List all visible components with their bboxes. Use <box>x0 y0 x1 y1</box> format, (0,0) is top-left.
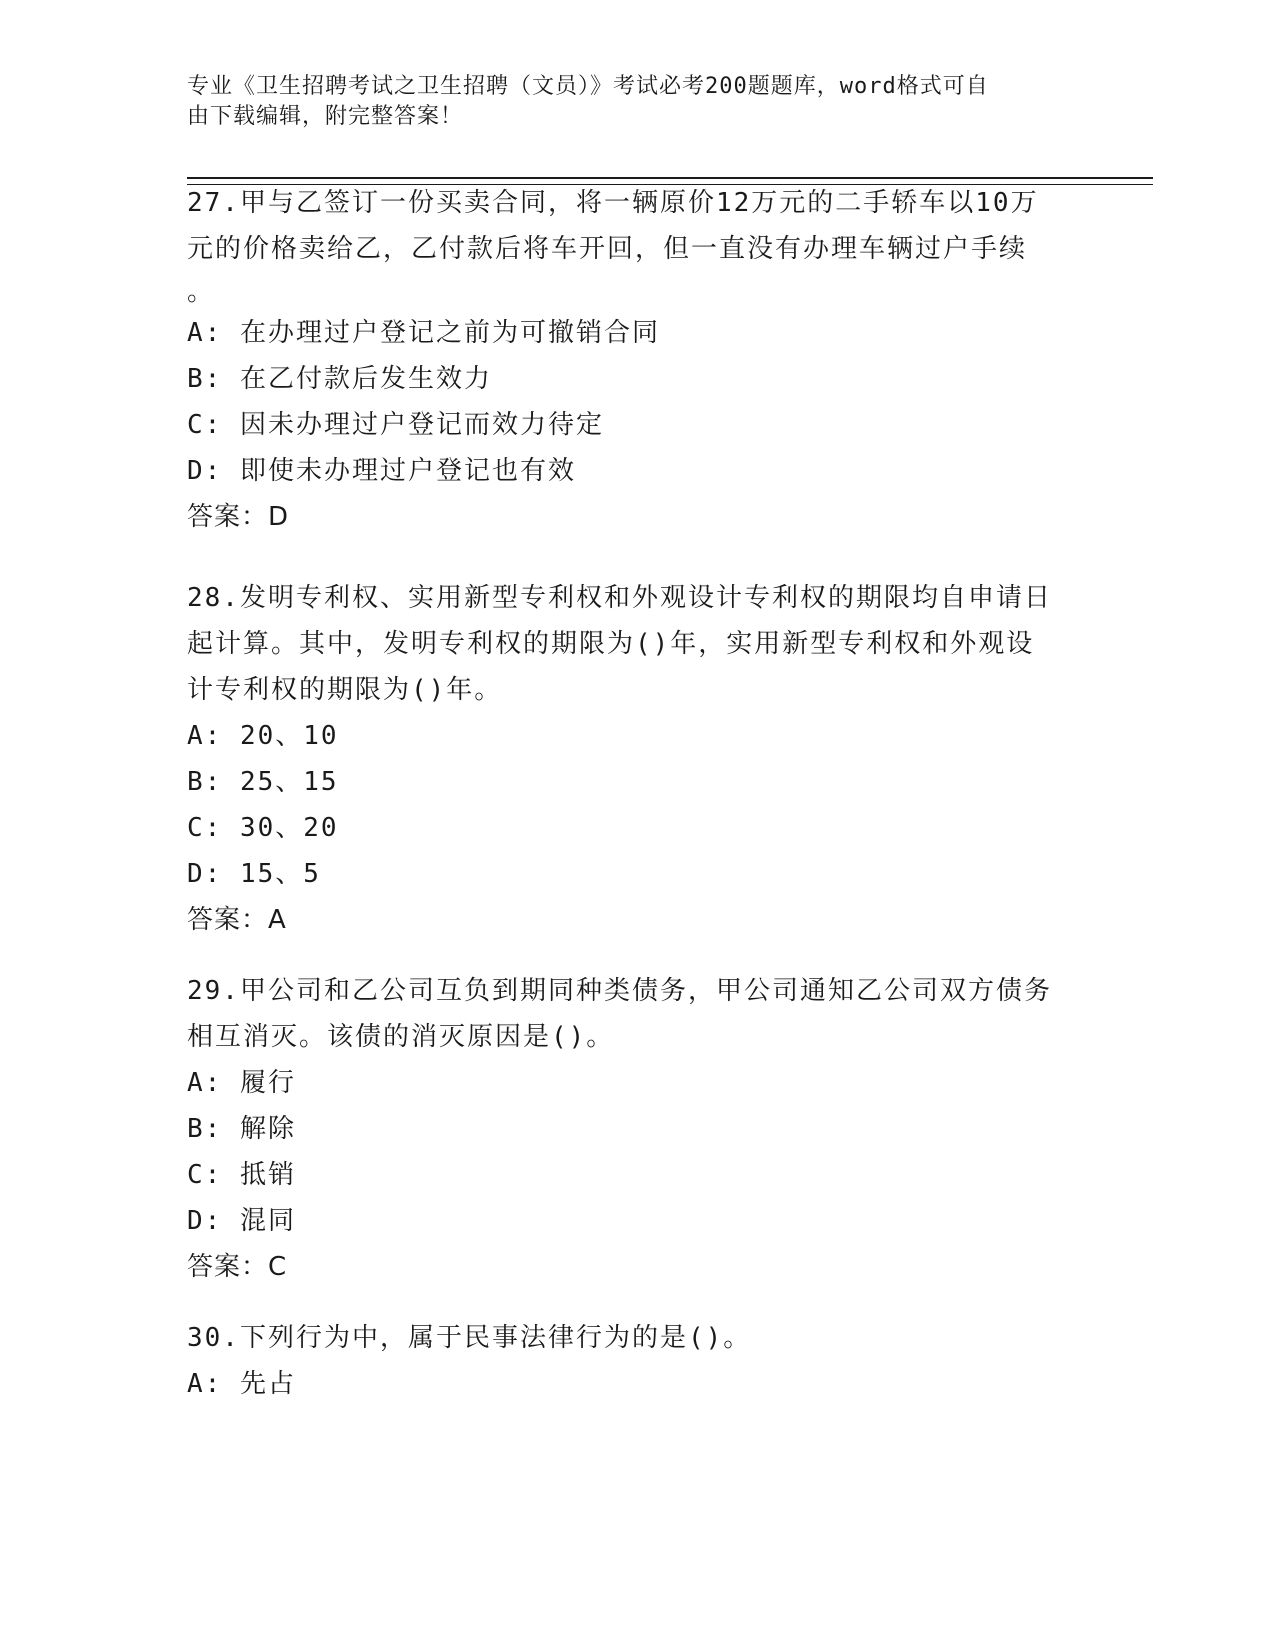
question-28 <box>187 575 1057 943</box>
option-d: D: 混同 <box>187 1206 296 1236</box>
question-stem-line: 元的价格卖给乙，乙付款后将车开回，但一直没有办理车辆过户手续 <box>187 234 1028 264</box>
question-stem-line: 。 <box>187 277 216 307</box>
option-c: C: 30、20 <box>187 813 339 843</box>
option-b: B: 在乙付款后发生效力 <box>187 364 492 394</box>
question-stem-line: 起计算。其中，发明专利权的期限为()年，实用新型专利权和外观设 <box>187 629 1035 659</box>
question-29 <box>187 968 1057 1290</box>
option-b: B: 25、15 <box>187 767 339 797</box>
option-b: B: 解除 <box>187 1114 296 1144</box>
question-stem-line: 30.下列行为中，属于民事法律行为的是()。 <box>187 1323 752 1353</box>
option-d: D: 15、5 <box>187 859 321 889</box>
question-stem-line: 27.甲与乙签订一份买卖合同，将一辆原价12万元的二手轿车以10万 <box>187 188 1039 218</box>
option-a: A: 先占 <box>187 1369 296 1399</box>
question-stem-line: 28.发明专利权、实用新型专利权和外观设计专利权的期限均自申请日 <box>187 583 1052 613</box>
option-d: D: 即使未办理过户登记也有效 <box>187 456 576 486</box>
question-stem-line: 计专利权的期限为()年。 <box>187 675 503 705</box>
header-line-1: 专业《卫生招聘考试之卫生招聘（文员）》考试必考200题题库，word格式可自 <box>187 74 989 99</box>
header-line-2: 由下载编辑，附完整答案！ <box>187 104 464 129</box>
option-c: C: 抵销 <box>187 1160 296 1190</box>
answer: 答案：A <box>187 905 287 935</box>
question-27 <box>187 180 1057 540</box>
option-a: A: 在办理过户登记之前为可撤销合同 <box>187 318 660 348</box>
question-stem-line: 相互消灭。该债的消灭原因是()。 <box>187 1022 615 1052</box>
option-a: A: 履行 <box>187 1068 296 1098</box>
document-header <box>187 72 1067 132</box>
option-c: C: 因未办理过户登记而效力待定 <box>187 410 604 440</box>
answer: 答案：C <box>187 1252 288 1282</box>
answer: 答案：D <box>187 502 290 532</box>
question-30 <box>187 1315 1057 1407</box>
option-a: A: 20、10 <box>187 721 339 751</box>
question-stem-line: 29.甲公司和乙公司互负到期同种类债务，甲公司通知乙公司双方债务 <box>187 976 1052 1006</box>
